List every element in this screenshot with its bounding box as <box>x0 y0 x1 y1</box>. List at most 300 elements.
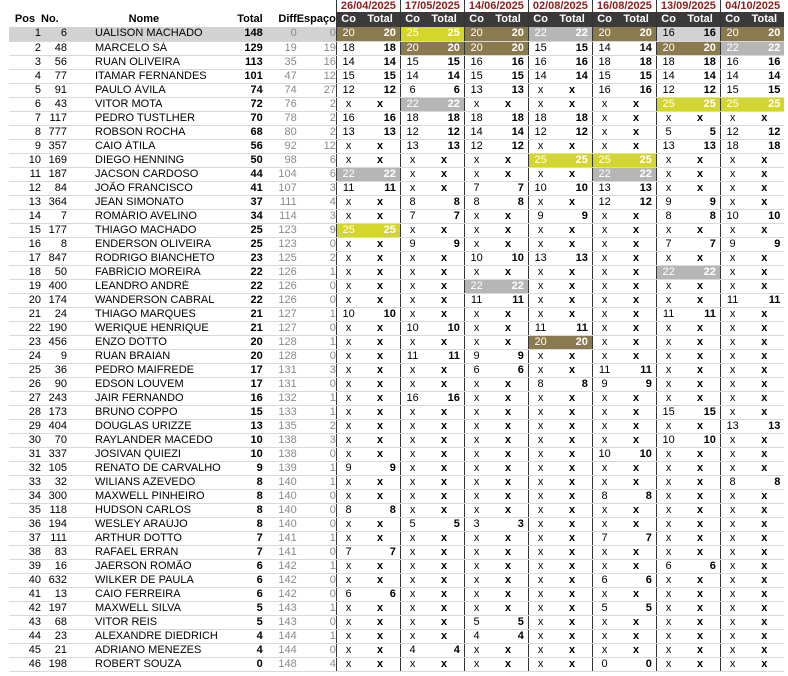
event-total: x <box>744 433 784 447</box>
table-row <box>9 461 784 475</box>
row-number: 43 <box>41 97 67 111</box>
row-number: 21 <box>41 643 67 657</box>
header-sub-total: Total <box>616 12 656 27</box>
header-diff: Diff <box>278 13 297 25</box>
event-total: x <box>744 335 784 349</box>
event-co: 20 <box>656 41 680 55</box>
event-total: x <box>488 405 528 419</box>
event-total: x <box>360 279 400 293</box>
event-co: x <box>656 321 680 335</box>
date-header: 02/08/2025 <box>528 0 592 12</box>
event-total: 15 <box>488 69 528 83</box>
row-total: 6 <box>221 559 263 573</box>
row-diff: 143 <box>263 601 297 615</box>
row-espaco: 12 <box>297 69 337 83</box>
table-row <box>9 587 784 601</box>
row-espaco: 27 <box>297 83 337 97</box>
table-row <box>9 629 784 643</box>
event-total: x <box>616 643 656 657</box>
event-co: x <box>528 517 552 531</box>
event-co: x <box>656 531 680 545</box>
row-name: VITOR MOTA <box>67 97 221 111</box>
event-co: x <box>528 629 552 643</box>
event-co: x <box>656 335 680 349</box>
row-name: ROBERT SOUZA <box>67 657 221 671</box>
event-co: x <box>336 251 360 265</box>
event-co: 8 <box>336 503 360 517</box>
row-espaco: 0 <box>297 643 337 657</box>
event-total: x <box>552 615 592 629</box>
table-row <box>9 601 784 615</box>
row-total: 13 <box>221 419 263 433</box>
row-name: PAULO ÁVILA <box>67 83 221 97</box>
event-total: x <box>680 531 720 545</box>
event-total: x <box>680 615 720 629</box>
event-total: x <box>616 419 656 433</box>
row-diff: 126 <box>263 279 297 293</box>
row-diff: 140 <box>263 489 297 503</box>
event-total: x <box>616 223 656 237</box>
event-co: x <box>720 615 744 629</box>
row-pos: 16 <box>9 237 41 251</box>
date-header: 16/08/2025 <box>592 0 656 12</box>
event-total: 11 <box>488 293 528 307</box>
event-co: x <box>400 433 424 447</box>
event-total: x <box>552 265 592 279</box>
row-pos: 27 <box>9 391 41 405</box>
event-total: x <box>680 629 720 643</box>
event-co: x <box>464 335 488 349</box>
event-co: 22 <box>336 167 360 181</box>
table-row <box>9 181 784 195</box>
event-co: x <box>400 489 424 503</box>
event-total: 10 <box>360 307 400 321</box>
event-total: 25 <box>360 223 400 237</box>
event-co: 25 <box>592 153 616 167</box>
event-co: x <box>400 377 424 391</box>
event-total: 25 <box>744 97 784 111</box>
event-total: x <box>424 503 464 517</box>
table-row <box>9 447 784 461</box>
event-total: x <box>360 657 400 671</box>
event-co: x <box>592 419 616 433</box>
event-total: 5 <box>488 615 528 629</box>
event-co: 4 <box>400 643 424 657</box>
event-co: 10 <box>400 321 424 335</box>
row-name: ENDERSON OLIVEIRA <box>67 237 221 251</box>
event-total: 20 <box>424 41 464 55</box>
event-co: x <box>592 251 616 265</box>
row-name: RAFAEL ERRAN <box>67 545 221 559</box>
event-co: x <box>336 377 360 391</box>
event-co: x <box>336 265 360 279</box>
row-number: 70 <box>41 433 67 447</box>
event-total: 9 <box>552 209 592 223</box>
event-co: x <box>720 545 744 559</box>
event-co: x <box>592 307 616 321</box>
event-co: x <box>720 279 744 293</box>
row-pos: 28 <box>9 405 41 419</box>
event-total: x <box>552 97 592 111</box>
event-co: x <box>656 475 680 489</box>
row-espaco: 1 <box>297 461 337 475</box>
event-co: x <box>464 321 488 335</box>
row-name: THIAGO MACHADO <box>67 223 221 237</box>
event-total: x <box>680 545 720 559</box>
event-co: x <box>336 349 360 363</box>
row-total: 5 <box>221 615 263 629</box>
event-total: x <box>424 433 464 447</box>
header-sub-total: Total <box>552 12 592 27</box>
event-co: 15 <box>656 405 680 419</box>
event-total: 6 <box>424 83 464 97</box>
header-co: Co <box>464 12 488 27</box>
event-total: 12 <box>552 125 592 139</box>
row-diff: 78 <box>263 111 297 125</box>
event-total: x <box>552 629 592 643</box>
event-co: 18 <box>464 111 488 125</box>
event-total: x <box>424 545 464 559</box>
row-name: WILKER DE PAULA <box>67 573 221 587</box>
event-co: x <box>400 223 424 237</box>
row-diff: 135 <box>263 419 297 433</box>
row-number: 197 <box>41 601 67 615</box>
event-co: 14 <box>336 55 360 69</box>
event-co: x <box>656 181 680 195</box>
row-name: WERIQUE HENRIQUE <box>67 321 221 335</box>
row-name: ROBSON ROCHA <box>67 125 221 139</box>
row-total: 16 <box>221 391 263 405</box>
event-co: x <box>720 307 744 321</box>
event-total: x <box>424 293 464 307</box>
event-total: x <box>360 475 400 489</box>
event-total: 9 <box>424 237 464 251</box>
event-co: 12 <box>336 83 360 97</box>
event-co: 10 <box>656 433 680 447</box>
row-espaco: 2 <box>297 251 337 265</box>
event-co: 9 <box>336 461 360 475</box>
row-diff: 123 <box>263 223 297 237</box>
event-co: 14 <box>400 69 424 83</box>
event-co: 18 <box>592 55 616 69</box>
event-co: 16 <box>592 83 616 97</box>
row-total: 129 <box>221 41 263 55</box>
row-espaco: 0 <box>297 545 337 559</box>
event-co: x <box>656 391 680 405</box>
event-total: x <box>552 279 592 293</box>
event-total: x <box>744 349 784 363</box>
header-sub-total: Total <box>488 12 528 27</box>
event-co: x <box>464 447 488 461</box>
event-total: x <box>680 657 720 671</box>
row-diff: 111 <box>263 195 297 209</box>
event-co: x <box>656 517 680 531</box>
row-diff: 125 <box>263 251 297 265</box>
event-co: x <box>400 587 424 601</box>
event-co: x <box>720 223 744 237</box>
event-total: 14 <box>552 69 592 83</box>
event-co: x <box>592 629 616 643</box>
event-co: 22 <box>592 167 616 181</box>
event-total: 20 <box>680 41 720 55</box>
row-total: 10 <box>221 447 263 461</box>
event-co: x <box>464 265 488 279</box>
event-total: x <box>360 573 400 587</box>
event-co: x <box>720 181 744 195</box>
event-co: x <box>592 517 616 531</box>
event-co: x <box>720 265 744 279</box>
event-co: x <box>528 489 552 503</box>
event-total: x <box>744 391 784 405</box>
table-row <box>9 237 784 251</box>
row-number: 404 <box>41 419 67 433</box>
event-total: 3 <box>488 517 528 531</box>
row-pos: 23 <box>9 335 41 349</box>
row-number: 9 <box>41 349 67 363</box>
event-co: x <box>720 391 744 405</box>
row-espaco: 3 <box>297 209 337 223</box>
event-total: 7 <box>360 545 400 559</box>
row-name: RAYLANDER MACEDO <box>67 433 221 447</box>
row-pos: 42 <box>9 601 41 615</box>
header-nome: Nome <box>128 13 160 25</box>
table-row <box>9 545 784 559</box>
event-co: 15 <box>464 69 488 83</box>
event-co: x <box>400 265 424 279</box>
event-total: 11 <box>744 293 784 307</box>
row-number: 118 <box>41 503 67 517</box>
row-number: 90 <box>41 377 67 391</box>
row-number: 48 <box>41 41 67 55</box>
event-co: x <box>656 587 680 601</box>
event-total: x <box>744 153 784 167</box>
event-co: x <box>336 643 360 657</box>
row-diff: 143 <box>263 615 297 629</box>
row-total: 74 <box>221 83 263 97</box>
event-co: x <box>464 153 488 167</box>
event-co: x <box>400 559 424 573</box>
event-total: x <box>680 447 720 461</box>
event-co: 20 <box>592 27 616 41</box>
event-total: 22 <box>744 41 784 55</box>
row-pos: 31 <box>9 447 41 461</box>
event-total: x <box>424 335 464 349</box>
event-total: x <box>616 321 656 335</box>
row-total: 34 <box>221 209 263 223</box>
row-number: 6 <box>41 27 67 41</box>
event-total: x <box>552 433 592 447</box>
event-co: 16 <box>400 391 424 405</box>
row-number: 174 <box>41 293 67 307</box>
event-co: x <box>528 83 552 97</box>
event-co: x <box>592 349 616 363</box>
table-row <box>9 279 784 293</box>
row-total: 25 <box>221 237 263 251</box>
event-total: x <box>552 139 592 153</box>
event-total: 13 <box>424 139 464 153</box>
event-co: x <box>656 167 680 181</box>
event-total: 25 <box>680 97 720 111</box>
table-row <box>9 657 784 671</box>
event-co: x <box>656 573 680 587</box>
row-espaco: 0 <box>297 615 337 629</box>
event-co: 20 <box>720 27 744 41</box>
row-number: 300 <box>41 489 67 503</box>
event-total: x <box>360 643 400 657</box>
row-pos: 37 <box>9 531 41 545</box>
row-espaco: 3 <box>297 181 337 195</box>
event-co: 18 <box>656 55 680 69</box>
event-total: 15 <box>424 55 464 69</box>
event-total: x <box>552 405 592 419</box>
row-diff: 80 <box>263 125 297 139</box>
row-diff: 142 <box>263 573 297 587</box>
date-header: 26/04/2025 <box>336 0 400 12</box>
event-co: x <box>336 139 360 153</box>
table-row <box>9 559 784 573</box>
row-diff: 76 <box>263 97 297 111</box>
event-co: x <box>528 433 552 447</box>
row-espaco: 4 <box>297 195 337 209</box>
event-co: 12 <box>592 195 616 209</box>
event-co: x <box>528 139 552 153</box>
event-co: x <box>592 293 616 307</box>
table-row <box>9 139 784 153</box>
event-total: x <box>488 531 528 545</box>
row-pos: 24 <box>9 349 41 363</box>
event-total: 14 <box>616 41 656 55</box>
event-total: x <box>552 517 592 531</box>
event-co: 5 <box>592 601 616 615</box>
row-espaco: 0 <box>297 293 337 307</box>
row-total: 17 <box>221 377 263 391</box>
row-number: 243 <box>41 391 67 405</box>
event-co: 8 <box>720 475 744 489</box>
table-row <box>9 321 784 335</box>
event-total: x <box>424 587 464 601</box>
event-co: 12 <box>656 83 680 97</box>
row-name: ARTHUR DOTTO <box>67 531 221 545</box>
event-co: 18 <box>336 41 360 55</box>
event-co: x <box>336 559 360 573</box>
table-row <box>9 419 784 433</box>
event-co: 15 <box>592 69 616 83</box>
event-total: 14 <box>744 69 784 83</box>
event-co: 7 <box>400 209 424 223</box>
event-total: x <box>424 489 464 503</box>
event-total: x <box>488 335 528 349</box>
row-total: 72 <box>221 97 263 111</box>
row-diff: 127 <box>263 307 297 321</box>
event-co: 6 <box>592 573 616 587</box>
event-co: 4 <box>464 629 488 643</box>
event-co: 9 <box>592 377 616 391</box>
row-espaco: 2 <box>297 125 337 139</box>
event-total: 4 <box>424 643 464 657</box>
event-co: 22 <box>720 41 744 55</box>
row-total: 7 <box>221 545 263 559</box>
table-row <box>9 153 784 167</box>
row-diff: 128 <box>263 335 297 349</box>
event-total: 9 <box>616 377 656 391</box>
event-co: x <box>336 363 360 377</box>
event-total: x <box>424 461 464 475</box>
event-total: x <box>744 307 784 321</box>
event-co: 7 <box>464 181 488 195</box>
event-co: x <box>464 433 488 447</box>
event-co: x <box>464 223 488 237</box>
event-total: x <box>552 587 592 601</box>
event-co: x <box>528 223 552 237</box>
event-total: 14 <box>680 69 720 83</box>
event-total: x <box>488 265 528 279</box>
event-co: 18 <box>400 111 424 125</box>
event-total: x <box>744 643 784 657</box>
event-co: x <box>720 461 744 475</box>
event-total: x <box>360 363 400 377</box>
event-co: 9 <box>528 209 552 223</box>
row-pos: 32 <box>9 461 41 475</box>
event-co: x <box>400 545 424 559</box>
row-number: 32 <box>41 475 67 489</box>
event-total: 25 <box>424 27 464 41</box>
row-number: 357 <box>41 139 67 153</box>
event-co: 9 <box>464 349 488 363</box>
event-co: x <box>336 153 360 167</box>
row-name: WESLEY ARAÚJO <box>67 517 221 531</box>
row-diff: 127 <box>263 321 297 335</box>
event-co: x <box>464 209 488 223</box>
event-co: x <box>528 503 552 517</box>
event-total: x <box>488 167 528 181</box>
row-pos: 26 <box>9 377 41 391</box>
event-co: 8 <box>592 489 616 503</box>
event-total: x <box>616 237 656 251</box>
event-total: x <box>488 587 528 601</box>
event-co: x <box>336 97 360 111</box>
event-co: 20 <box>528 335 552 349</box>
event-co: x <box>464 307 488 321</box>
event-co: x <box>336 293 360 307</box>
row-diff: 0 <box>263 27 297 41</box>
event-total: x <box>552 643 592 657</box>
event-total: x <box>360 153 400 167</box>
event-co: x <box>400 573 424 587</box>
row-pos: 2 <box>9 41 41 55</box>
event-total: x <box>552 447 592 461</box>
event-co: x <box>464 559 488 573</box>
row-pos: 43 <box>9 615 41 629</box>
header-sub-total: Total <box>360 12 400 27</box>
row-name: THIAGO MARQUES <box>67 307 221 321</box>
event-co: x <box>720 587 744 601</box>
table-row <box>9 167 784 181</box>
row-diff: 131 <box>263 363 297 377</box>
event-co: x <box>592 335 616 349</box>
row-number: 117 <box>41 111 67 125</box>
event-total: x <box>616 629 656 643</box>
row-number: 105 <box>41 461 67 475</box>
row-name: JOÃO FRANCISCO <box>67 181 221 195</box>
event-total: x <box>488 307 528 321</box>
row-pos: 35 <box>9 503 41 517</box>
row-espaco: 12 <box>297 139 337 153</box>
row-total: 20 <box>221 335 263 349</box>
row-pos: 14 <box>9 209 41 223</box>
event-co: x <box>592 223 616 237</box>
event-total: x <box>744 405 784 419</box>
row-number: 177 <box>41 223 67 237</box>
